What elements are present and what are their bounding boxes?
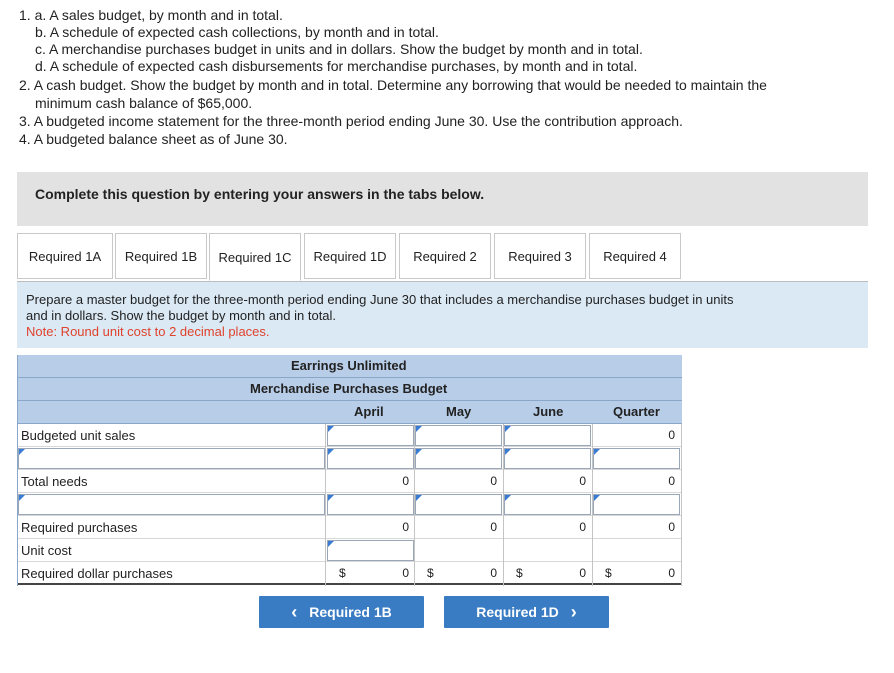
instructions-note: Note: Round unit cost to 2 decimal places. <box>26 324 270 339</box>
input-marker-icon <box>505 449 511 455</box>
value: 0 <box>579 566 586 580</box>
question-item-1a: 1. a. A sales budget, by month and in total. <box>19 7 283 23</box>
row-label-input[interactable] <box>18 448 325 469</box>
may-required-purchases <box>415 517 502 538</box>
value: 0 <box>668 566 675 580</box>
value: 0 <box>668 474 675 488</box>
june-unit-sales-input[interactable] <box>504 425 591 446</box>
header-columns <box>17 401 682 424</box>
value: 0 <box>402 474 409 488</box>
april-required-purchases <box>327 517 414 538</box>
value: 0 <box>579 520 586 534</box>
june-row2-input[interactable] <box>504 448 591 469</box>
input-marker-icon <box>505 426 511 432</box>
question-item-1c: c. A merchandise purchases budget in units and in dollars. Show the budget by month and in total. <box>35 41 643 57</box>
col-quarter: Quarter <box>613 404 660 419</box>
june-required-purchases <box>504 517 591 538</box>
input-marker-icon <box>328 541 334 547</box>
grid-line <box>325 424 326 586</box>
currency-symbol: $ <box>516 566 523 580</box>
april-row2-input[interactable] <box>327 448 414 469</box>
row-add-inventory <box>17 447 682 470</box>
row-label-input[interactable] <box>18 494 325 515</box>
question-item-3: 3. A budgeted income statement for the three-month period ending June 30. Use the contribution approach. <box>19 113 683 129</box>
may-dollar-purchases <box>415 563 502 584</box>
quarter-unit-sales <box>593 425 680 446</box>
row-less-inventory <box>17 493 682 516</box>
banner-text: Complete this question by entering your answers in the tabs below. <box>35 186 485 202</box>
instructions-panel <box>17 282 868 348</box>
value: 0 <box>402 520 409 534</box>
tab-required-1a[interactable]: Required 1A <box>17 233 113 279</box>
grid-line <box>503 424 504 586</box>
may-total-needs <box>415 471 502 492</box>
grid-line <box>17 355 18 586</box>
june-row4-input[interactable] <box>504 494 591 515</box>
april-total-needs <box>327 471 414 492</box>
row-required-purchases <box>17 516 682 539</box>
value: 0 <box>490 566 497 580</box>
input-marker-icon <box>416 495 422 501</box>
tab-required-1d[interactable]: Required 1D <box>304 233 396 279</box>
input-marker-icon <box>328 426 334 432</box>
grid-line <box>592 424 593 586</box>
chevron-right-icon: › <box>570 601 577 622</box>
quarter-row2-input[interactable] <box>593 448 680 469</box>
tab-bar <box>17 233 868 282</box>
chevron-left-icon: ‹ <box>291 601 298 622</box>
value: 0 <box>668 520 675 534</box>
input-marker-icon <box>505 495 511 501</box>
tab-required-4[interactable]: Required 4 <box>589 233 681 279</box>
currency-symbol: $ <box>427 566 434 580</box>
next-button-label: Required 1D <box>476 604 559 620</box>
input-marker-icon <box>416 426 422 432</box>
row-label: Unit cost <box>21 543 72 558</box>
may-row4-input[interactable] <box>415 494 502 515</box>
input-marker-icon <box>328 449 334 455</box>
grid-line <box>414 424 415 586</box>
question-item-1b: b. A schedule of expected cash collections, by month and in total. <box>35 24 439 40</box>
row-required-dollar-purchases <box>17 562 682 585</box>
currency-symbol: $ <box>339 566 346 580</box>
row-budgeted-unit-sales <box>17 424 682 447</box>
value: 0 <box>402 566 409 580</box>
row-total-needs <box>17 470 682 493</box>
value: 0 <box>490 474 497 488</box>
june-dollar-purchases <box>504 563 591 584</box>
row-label: Total needs <box>21 474 88 489</box>
prev-required-1b-button[interactable] <box>259 596 424 628</box>
tab-required-1b[interactable]: Required 1B <box>115 233 207 279</box>
quarter-required-purchases <box>593 517 680 538</box>
unit-cost-input[interactable] <box>327 540 414 561</box>
value: 0 <box>579 474 586 488</box>
instruction-banner <box>17 172 868 226</box>
april-unit-sales-input[interactable] <box>327 425 414 446</box>
grid-line <box>681 424 682 586</box>
tab-required-2[interactable]: Required 2 <box>399 233 491 279</box>
may-unit-sales-input[interactable] <box>415 425 502 446</box>
budget-title: Merchandise Purchases Budget <box>250 381 448 396</box>
col-april: April <box>354 404 384 419</box>
value: 0 <box>490 520 497 534</box>
merchandise-purchases-table <box>17 355 682 586</box>
instructions-line-2: and in dollars. Show the budget by month and in total. <box>26 308 337 323</box>
april-row4-input[interactable] <box>327 494 414 515</box>
company-name: Earrings Unlimited <box>291 358 407 373</box>
input-marker-icon <box>328 495 334 501</box>
may-row2-input[interactable] <box>415 448 502 469</box>
value: 0 <box>668 428 675 442</box>
input-marker-icon <box>594 495 600 501</box>
currency-symbol: $ <box>605 566 612 580</box>
header-title <box>17 378 682 401</box>
row-unit-cost <box>17 539 682 562</box>
tab-required-3[interactable]: Required 3 <box>494 233 586 279</box>
quarter-total-needs <box>593 471 680 492</box>
input-marker-icon <box>416 449 422 455</box>
row-label: Required purchases <box>21 520 138 535</box>
question-item-1d: d. A schedule of expected cash disbursements for merchandise purchases, by month and in total. <box>35 58 638 74</box>
input-marker-icon <box>19 449 25 455</box>
question-item-4: 4. A budgeted balance sheet as of June 30. <box>19 131 288 147</box>
input-marker-icon <box>19 495 25 501</box>
row-label: Budgeted unit sales <box>21 428 136 443</box>
quarter-dollar-purchases <box>593 563 680 584</box>
prev-button-label: Required 1B <box>309 604 392 620</box>
header-company <box>17 355 682 378</box>
instructions-line-1: Prepare a master budget for the three-month period ending June 30 that includes a merchandise purchases budget in units <box>26 292 734 307</box>
question-item-2-cont: minimum cash balance of $65,000. <box>35 95 253 111</box>
tab-required-1c[interactable]: Required 1C <box>209 233 301 281</box>
input-marker-icon <box>594 449 600 455</box>
col-may: May <box>446 404 472 419</box>
next-required-1d-button[interactable] <box>444 596 609 628</box>
row-label: Required dollar purchases <box>21 566 173 581</box>
april-dollar-purchases <box>327 563 414 584</box>
col-june: June <box>533 404 564 419</box>
quarter-row4-input[interactable] <box>593 494 680 515</box>
june-total-needs <box>504 471 591 492</box>
question-item-2: 2. A cash budget. Show the budget by month and in total. Determine any borrowing that would be needed to maintain the <box>19 77 767 93</box>
